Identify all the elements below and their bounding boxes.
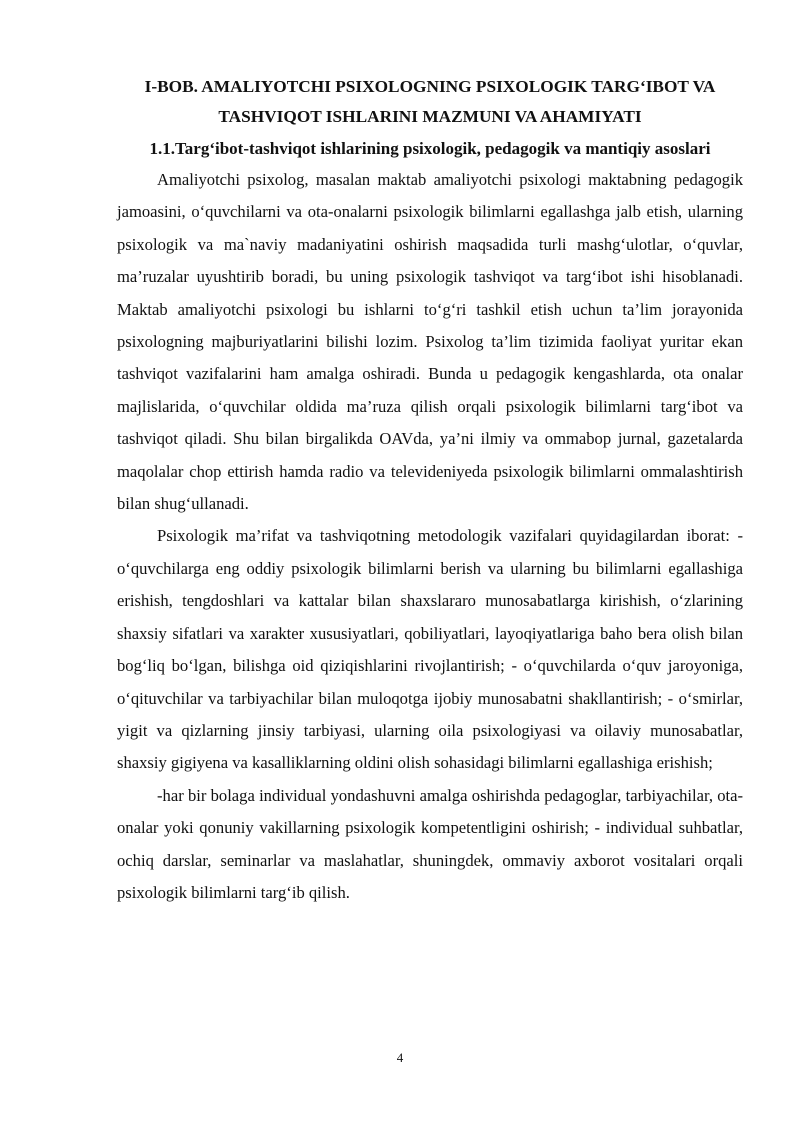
- paragraph: Psixologik ma’rifat va tashviqotning metodologik vazifalari quyidagilardan iborat: -o‘quvchilarga eng oddiy psixologik bilimlarni berish va ularning bu bilimlarni egallashiga erishish, tengdoshlari va kattalar bilan shaxslararo munosabatlarga kirishish, o‘zlarining shaxsiy sifatlari va xarakter xususiyatlari, qobiliyatlari, layoqiyatlariga baho bera olish bilan bog‘liq bo‘lgan, bilishga oid qiziqishlarini rivojlantirish; - o‘quvchilarda o‘quv jaroyoniga, o‘qituvchilar va tarbiyachilar bilan muloqotga ijobiy munosabatni shakllantirish; - o‘smirlar, yigit va qizlarning jinsiy tarbiyasi, ularning oila psixologiyasi va oilaviy munosabatlar, shaxsiy gigiyena va kasalliklarning oldini olish sohasidagi bilimlarni egallashiga erishish;: [117, 526, 743, 773]
- paragraph: Amaliyotchi psixolog, masalan maktab amaliyotchi psixologi maktabning pedagogik jamoasini, o‘quvchilarni va ota-onalarni psixologik bilimlarni egallashga jalb etish, ularning psixologik va ma`naviy madaniyatini oshirish maqsadida turli mashg‘ulotlar, o‘quvlar, ma’ruzalar uyushtirib boradi, bu uning psixologik tashviqot va targ‘ibot ishi hisoblanadi. Maktab amaliyotchi psixologi bu ishlarni to‘g‘ri tashkil etish uchun ta’lim jorayonida psixologning majburiyatlarini bilishi lozim. Psixolog ta’lim tizimida faoliyat yuritar ekan tashviqot vazifalarini ham amalga oshiradi. Bunda u pedagogik kengashlarda, ota onalar majlislarida, o‘quvchilar oldida ma’ruza qilish orqali psixologik bilimlarni targ‘ibot va tashviqot qiladi. Shu bilan birgalikda OAVda, ya’ni ilmiy va ommabop jurnal, gazetalarda maqolalar chop ettirish hamda radio va televideniyeda psixologik bilimlarni ommalashtirish bilan shug‘ullanadi.: [117, 170, 743, 514]
- chapter-title: I-BOB. AMALIYOTCHI PSIXOLOGNING PSIXOLOGIK TARG‘IBOT VA TASHVIQOT ISHLARINI MAZMUNI VA AHAMIYATI: [144, 77, 716, 126]
- section-title: 1.1.Targ‘ibot-tashviqot ishlarining psixologik, pedagogik va mantiqiy asoslari: [149, 139, 711, 158]
- paragraph: -har bir bolaga individual yondashuvni amalga oshirishda pedagoglar, tarbiyachilar, ota-onalar yoki qonuniy vakillarning psixologik kompetentligini oshirish; - individual suhbatlar, ochiq darslar, seminarlar va maslahatlar, shuningdek, ommaviy axborot vositalari orqali psixologik bilimlarni targ‘ib qilish.: [117, 785, 743, 902]
- page-number: 4: [396, 1050, 404, 1065]
- page-content: [117, 72, 743, 909]
